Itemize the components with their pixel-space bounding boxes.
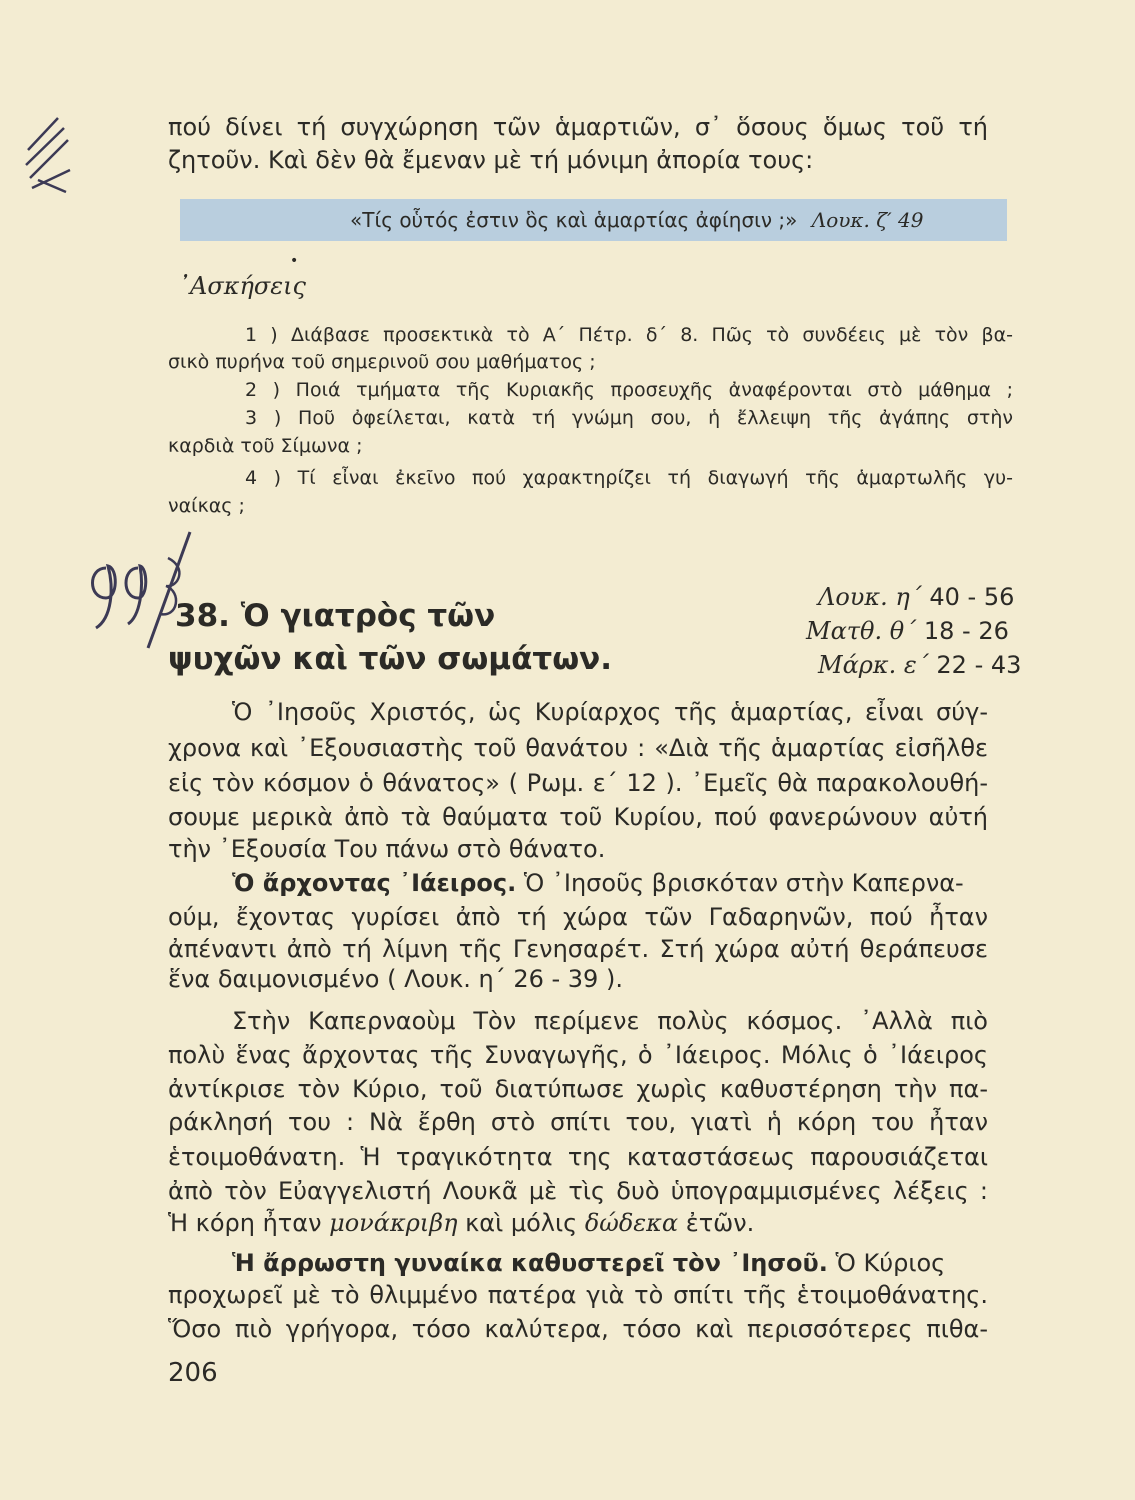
exercise-line: καρδιὰ τοῦ Σίμωνα ; (168, 435, 363, 457)
scripture-reference (806, 617, 1009, 645)
quote-reference: Λουκ. ζ′ 49 (811, 208, 924, 232)
text-run: ἐτῶν. (678, 1209, 755, 1237)
handwritten-lesson-number-icon (78, 528, 208, 658)
text-run: Ὁ Κύριος (827, 1249, 946, 1277)
reference-verses: 22 - 43 (936, 651, 1022, 679)
emphasis: δώδεκα (584, 1209, 679, 1237)
text-line: ἑτοιμοθάνατη. Ἡ τραγικότητα της καταστάσεως παρουσιάζεται (168, 1143, 988, 1171)
exercise-line: 2 ) Ποιά τμήματα τῆς Κυριακῆς προσευχῆς ἀναφέρονται στὸ μάθημα ; (245, 379, 1013, 401)
exercise-line: 3 ) Ποῦ ὀφείλεται, κατὰ τή γνώμη σου, ἡ ἔλλειψη τῆς ἀγάπης στὴν (245, 407, 1013, 429)
text-line: προχωρεῖ μὲ τὸ θλιμμένο πατέρα γιὰ τὸ σπίτι τῆς ἑτοιμοθάνατης. (168, 1281, 988, 1309)
text-line (232, 1248, 988, 1278)
text-line: πού δίνει τή συγχώρηση τῶν ἁμαρτιῶν, σ᾿ ὅσους ὅμως τοῦ τή (168, 113, 988, 141)
bullet-dot: • (290, 253, 299, 269)
exercise-line: 1 ) Διάβασε προσεκτικὰ τὸ Α΄ Πέτρ. δ΄ 8. Πῶς τὸ συνδέεις μὲ τὸν βα- (245, 324, 1013, 346)
text-line: πολὺ ἕνας ἄρχοντας τῆς Συναγωγῆς, ὁ ᾿Ιάειρος. Μόλις ὁ ᾿Ιάειρος (168, 1041, 988, 1069)
text-line: Ὅσο πιὸ γρήγορα, τόσο καλύτερα, τόσο καὶ περισσότερες πιθα- (168, 1315, 988, 1343)
lesson-number: 38. (175, 598, 230, 634)
text-line: ούμ, ἔχοντας γυρίσει ἀπὸ τή χώρα τῶν Γαδαρηνῶν, πού ἦταν (168, 903, 988, 931)
exercises-title: ᾿Ασκήσεις (178, 272, 306, 300)
text-line: εἰς τὸν κόσμον ὁ θάνατος» ( Ρωμ. ε΄ 12 ). ᾿Εμεῖς θὰ παρακολουθή- (168, 769, 988, 797)
text-run: Ὁ ᾿Ιησοῦς βρισκόταν στὴν Καπερνα- (523, 869, 964, 897)
text-line: Ὁ ᾿Ιησοῦς Χριστός, ὡς Κυρίαρχος τῆς ἁμαρτίας, εἶναι σύγ- (232, 698, 988, 726)
text-line: ἀπέναντι ἀπὸ τή λίμνη τῆς Γενησαρέτ. Στή χώρα αὐτή θεράπευσε (168, 935, 988, 963)
subheading: Ὁ ἄρχοντας ᾿Ιάειρος. (232, 869, 517, 897)
text-line: ἀντίκρισε τὸν Κύριο, τοῦ διατύπωσε χωρὶς καθυστέρηση τὴν πα- (168, 1075, 988, 1103)
exercise-line: σικὸ πυρήνα τοῦ σημερινοῦ σου μαθήματος ; (168, 351, 596, 373)
text-line (232, 868, 988, 898)
lesson-title (175, 598, 495, 634)
text-line: ράκλησή του : Νὰ ἔρθη στὸ σπίτι του, γιατὶ ἡ κόρη του ἦταν (168, 1108, 988, 1136)
lesson-title-line2: ψυχῶν καὶ τῶν σωμάτων. (168, 641, 613, 677)
text-run: Ἡ κόρη ἦταν (168, 1209, 330, 1237)
text-line: Στὴν Καπερναοὺμ Τὸν περίμενε πολὺς κόσμος. ᾿Αλλὰ πιὸ (232, 1007, 988, 1035)
margin-scribble-icon (18, 110, 78, 200)
text-line (168, 1208, 988, 1238)
exercise-line: 4 ) Τί εἶναι ἐκεῖνο πού χαρακτηρίζει τή διαγωγή τῆς ἁμαρτωλῆς γυ- (245, 467, 1013, 489)
text-line: τὴν ᾿Εξουσία Του πάνω στὸ θάνατο. (168, 835, 606, 863)
subheading: Ἡ ἄρρωστη γυναίκα καθυστερεῖ τὸν ᾿Ιησοῦ. (232, 1249, 828, 1277)
reference-book: Μάρκ. ε΄ (818, 651, 929, 679)
text-line: ἀπὸ τὸν Εὐαγγελιστή Λουκᾶ μὲ τὶς δυὸ ὑπογραμμισμένες λέξεις : (168, 1177, 988, 1205)
emphasis: μονάκριβη (329, 1209, 458, 1237)
text-line: χρονα καὶ ᾿Εξουσιαστὴς τοῦ θανάτου : «Διὰ τῆς ἁμαρτίας εἰσῆλθε (168, 734, 988, 762)
text-line: ζητοῦν. Καὶ δὲν θὰ ἔμεναν μὲ τή μόνιμη ἀπορία τους: (168, 146, 814, 174)
text-line: ἕνα δαιμονισμένο ( Λουκ. η΄ 26 - 39 ). (168, 965, 623, 993)
page-number: 206 (168, 1358, 218, 1388)
scripture-reference (818, 583, 1014, 611)
quote-text: «Τίς οὗτός ἐστιν ὃς καὶ ἁμαρτίας ἀφίησιν ;» (350, 208, 798, 232)
exercise-line: ναίκας ; (168, 495, 245, 517)
lesson-title-line1: Ὁ γιατρὸς τῶν (240, 598, 496, 634)
scripture-reference (818, 651, 1021, 679)
reference-verses: 40 - 56 (929, 583, 1015, 611)
text-run: καὶ μόλις (457, 1209, 585, 1237)
text-line: σουμε μερικὰ ἀπὸ τὰ θαύματα τοῦ Κυρίου, πού φανερώνουν αὐτή (168, 803, 988, 831)
reference-book: Λουκ. η΄ (818, 583, 922, 611)
reference-verses: 18 - 26 (923, 617, 1009, 645)
reference-book: Ματθ. θ΄ (806, 617, 917, 645)
quote (350, 207, 923, 233)
